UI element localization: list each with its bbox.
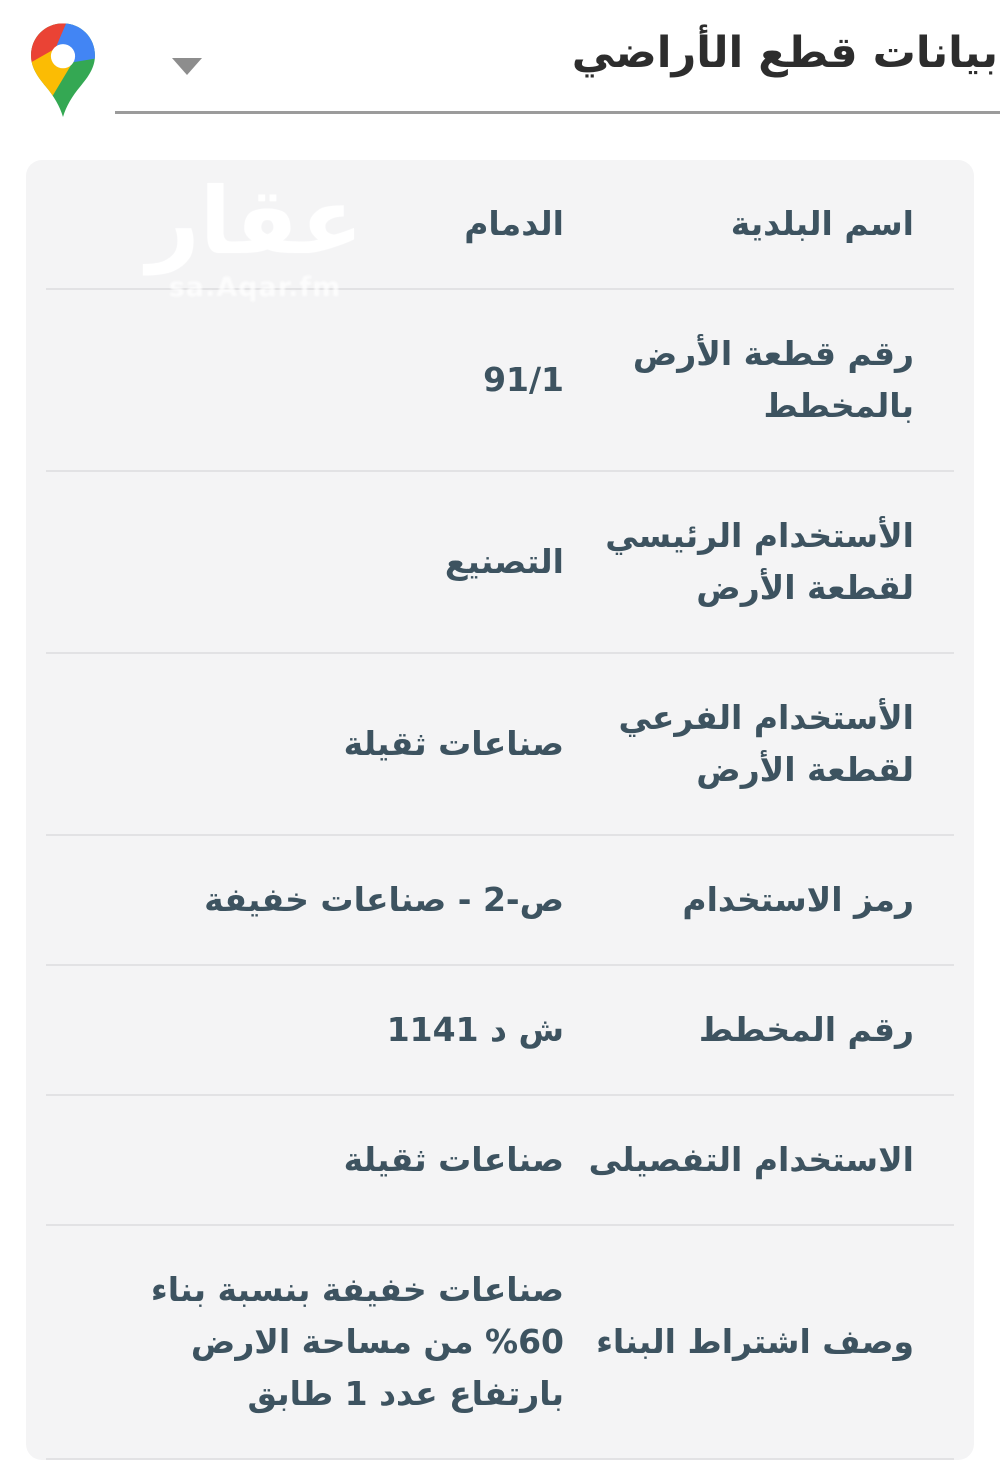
- land-parcel-data-card: [26, 160, 974, 1460]
- row-sub-use: [26, 654, 974, 834]
- row-municipality: [26, 160, 974, 288]
- row-detailed-use: [26, 1096, 974, 1224]
- chevron-down-icon[interactable]: [172, 58, 202, 75]
- row-value: 91/1: [483, 360, 564, 399]
- row-value: صناعات ثقيلة: [343, 724, 564, 763]
- row-label: رقم المخطط: [698, 1010, 914, 1049]
- row-value: صناعات خفيفة بنسبة بناء 60% من مساحة الارض بارتفاع عدد 1 طابق: [150, 1270, 564, 1413]
- row-label: وصف اشتراط البناء: [596, 1322, 914, 1361]
- row-label: الأستخدام الفرعي لقطعة الأرض: [618, 698, 914, 789]
- row-label: الاستخدام التفصيلى: [588, 1140, 914, 1179]
- row-value: الدمام: [464, 204, 564, 243]
- header-underline: [115, 111, 1000, 114]
- row-label: الأستخدام الرئيسي لقطعة الأرض: [605, 516, 914, 607]
- row-value: ص-2 - صناعات خفيفة: [204, 880, 564, 919]
- row-value: صناعات ثقيلة: [343, 1140, 564, 1179]
- header-bar: [0, 0, 1000, 118]
- row-building-condition: [26, 1226, 974, 1458]
- row-use-code: [26, 836, 974, 964]
- row-label: رقم قطعة الأرض بالمخطط: [632, 334, 914, 425]
- row-plot-number: [26, 290, 974, 470]
- row-value: التصنيع: [444, 542, 564, 581]
- row-label: رمز الاستخدام: [682, 880, 914, 919]
- watermark-text: عقار: [146, 168, 364, 275]
- row-label: اسم البلدية: [730, 204, 914, 243]
- watermark-subtext: sa.Aqar.fm: [168, 272, 342, 303]
- row-value: ش د 1141: [386, 1010, 564, 1049]
- row-plan-number: [26, 966, 974, 1094]
- row-main-use: [26, 472, 974, 652]
- google-maps-pin-icon[interactable]: [24, 20, 102, 122]
- page-title: بيانات قطع الأراضي: [571, 28, 998, 78]
